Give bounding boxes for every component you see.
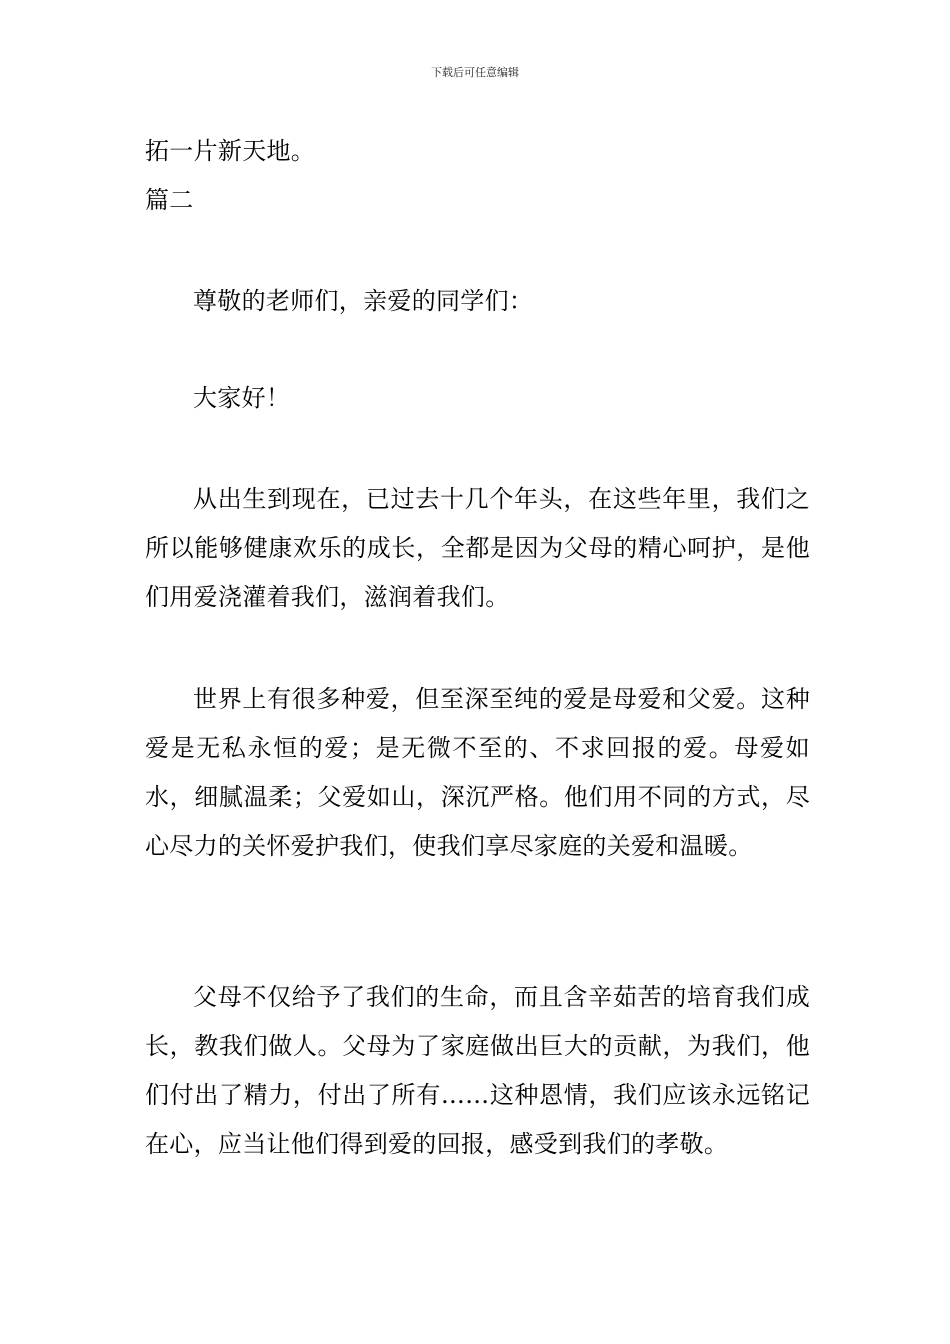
paragraph-3: 父母不仅给予了我们的生命，而且含辛茹苦的培育我们成长，教我们做人。父母为了家庭做出巨大的贡献，为我们，他们付出了精力，付出了所有……这种恩情，我们应该永远铭记在心，应当让他们得到爱的回报，感受到我们的孝敬。: [145, 983, 810, 1158]
continuation-line: 拓一片新天地。: [145, 137, 316, 165]
header-note: 下载后可任意编辑: [431, 66, 519, 79]
hello-line: 大家好！: [193, 384, 291, 412]
paragraph-1: 从出生到现在，已过去十几个年头，在这些年里，我们之所以能够健康欢乐的成长，全都是因为父母的精心呵护，是他们用爱浇灌着我们，滋润着我们。: [145, 485, 810, 611]
section-label: 篇二: [145, 186, 194, 214]
greeting-line: 尊敬的老师们，亲爱的同学们：: [193, 287, 534, 315]
paragraph-2: 世界上有很多种爱，但至深至纯的爱是母爱和父爱。这种爱是无私永恒的爱；是无微不至的、不求回报的爱。母爱如水，细腻温柔；父爱如山，深沉严格。他们用不同的方式，尽心尽力的关怀爱护我们，使我们享尽家庭的关爱和温暖。: [145, 685, 810, 860]
